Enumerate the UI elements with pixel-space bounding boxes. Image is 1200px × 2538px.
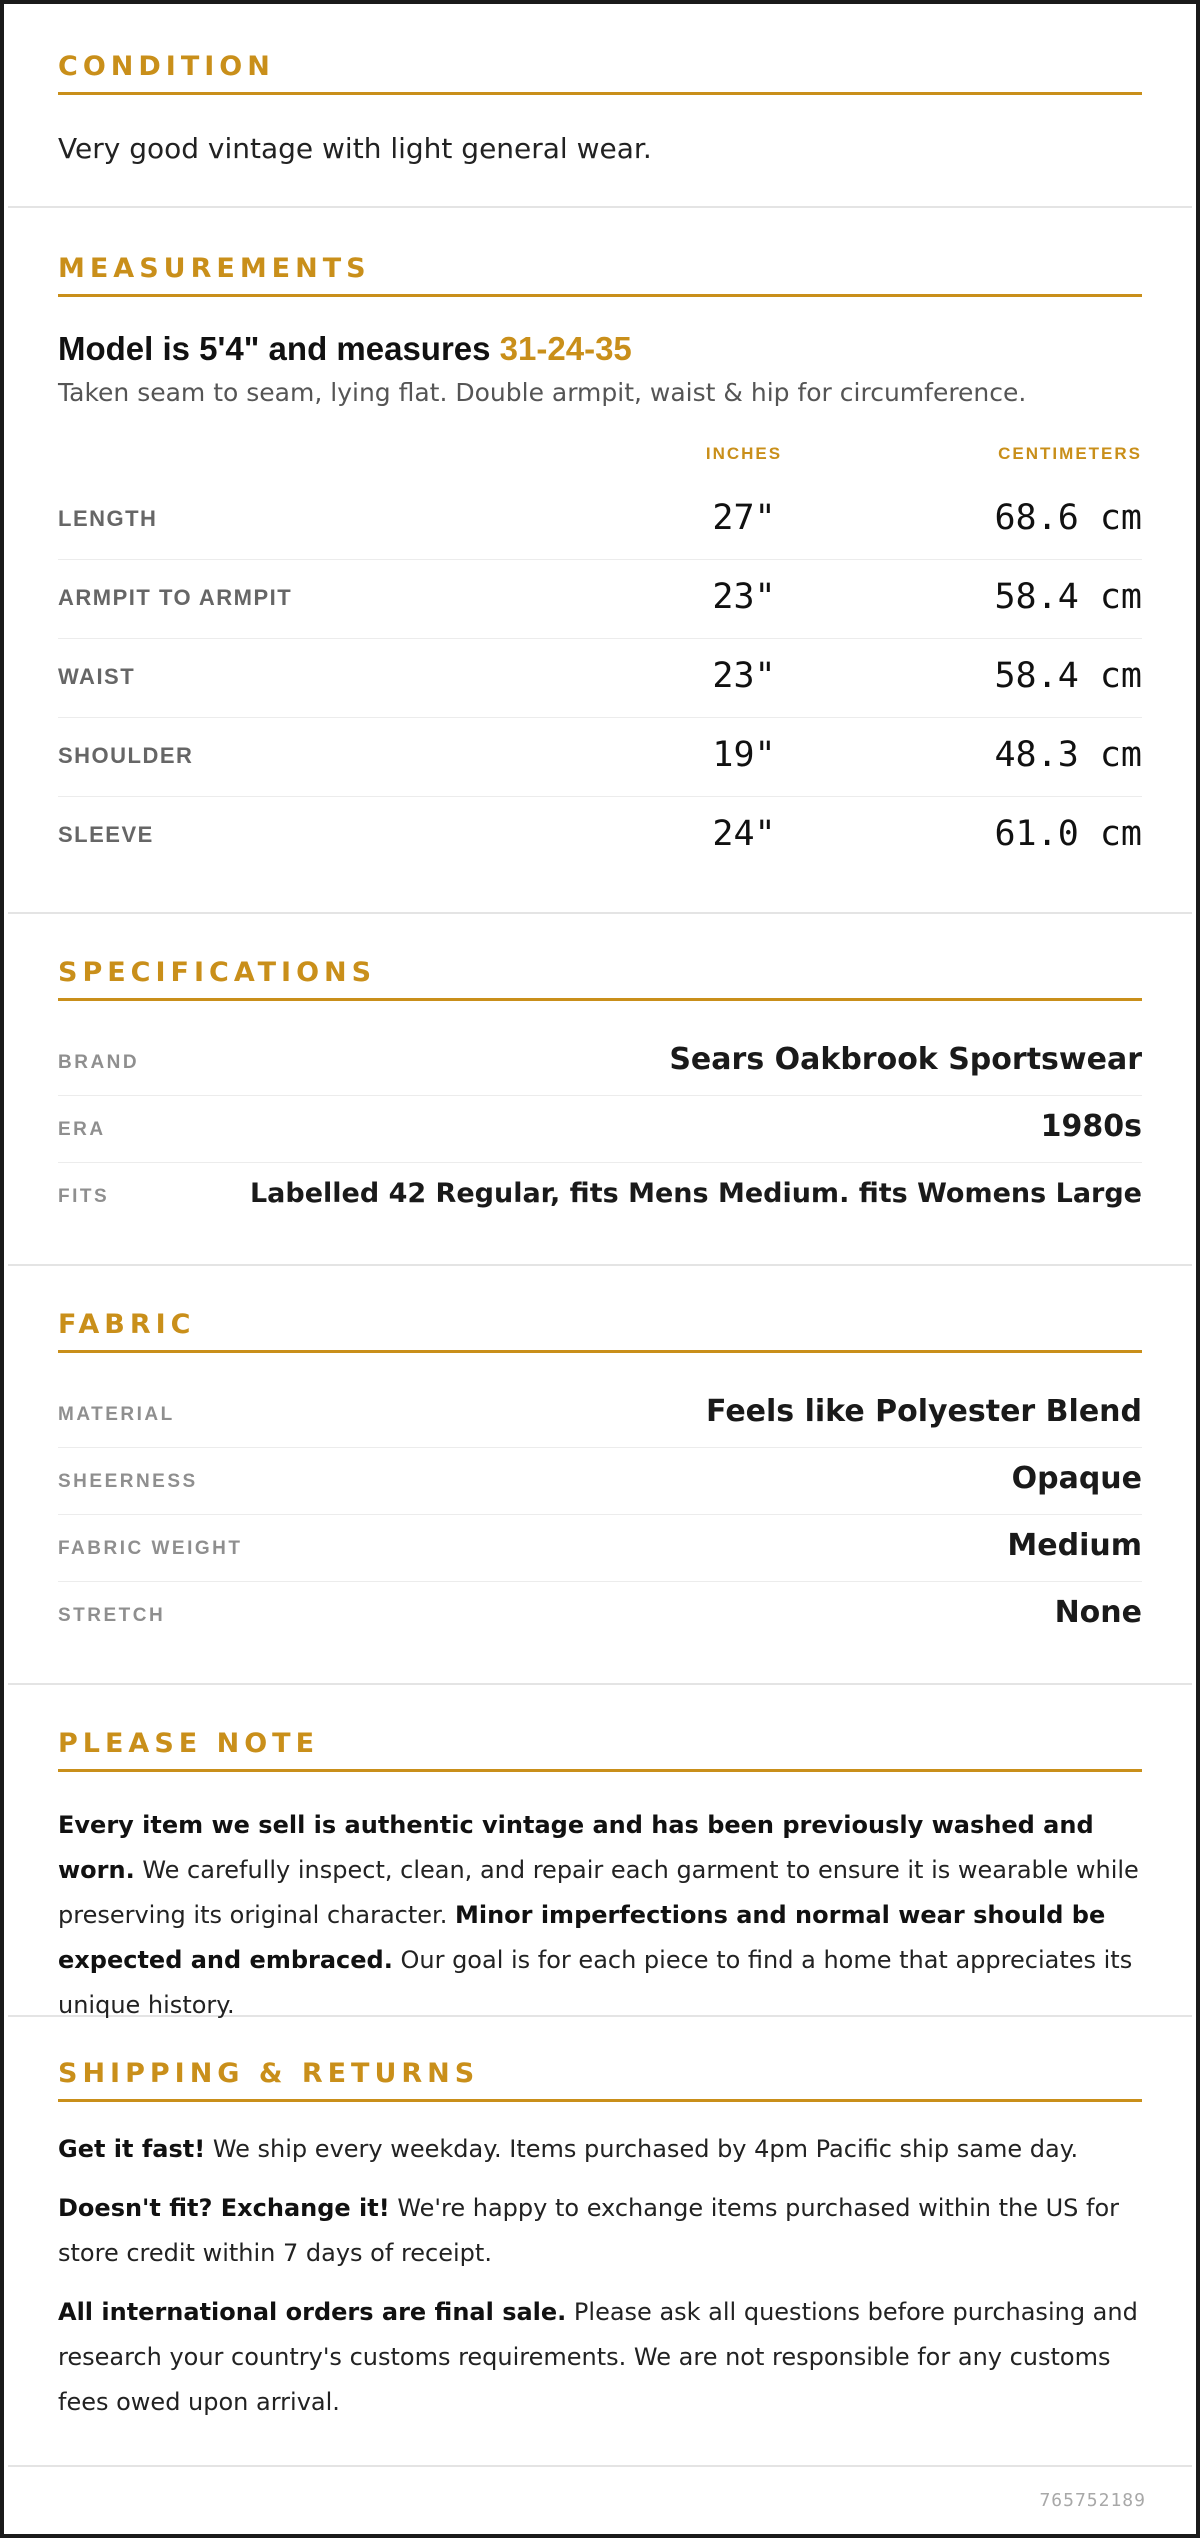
shipping-section: [8, 2017, 1192, 2467]
shipping-text-1: We ship every weekday. Items purchased by 4pm Pacific ship same day.: [205, 2135, 1079, 2163]
measurement-cm: 68.6 cm: [994, 498, 1142, 538]
column-header-centimeters: CENTIMETERS: [998, 444, 1142, 463]
fabric-label: STRETCH: [58, 1605, 166, 1626]
measurement-cm: 58.4 cm: [994, 656, 1142, 696]
measurement-label: SLEEVE: [58, 822, 154, 847]
model-heading: [58, 330, 632, 368]
spec-value: 1980s: [1040, 1109, 1142, 1144]
shipping-bold-2: Doesn't fit? Exchange it!: [58, 2194, 390, 2222]
condition-text: Very good vintage with light general wear.: [58, 132, 652, 165]
fabric-row-material: [58, 1380, 1142, 1448]
measurement-inches: 19": [712, 735, 776, 775]
shipping-title: SHIPPING & RETURNS: [58, 2059, 1142, 2102]
please-note-text-1: We carefully inspect, clean, and repair each garment to ensure it is wearable while preserving its original character.: [58, 1856, 1139, 1929]
spec-row-era: [58, 1095, 1142, 1163]
spec-value: Sears Oakbrook Sportswear: [669, 1042, 1142, 1077]
shipping-text-3: Please ask all questions before purchasing and research your country's customs requirements. We are not responsible for any customs fees owed upon arrival.: [58, 2298, 1138, 2416]
model-measures: 31-24-35: [499, 330, 632, 367]
measurements-title: MEASUREMENTS: [58, 254, 1142, 297]
shipping-text-2: We're happy to exchange items purchased within the US for store credit within 7 days of receipt.: [58, 2194, 1120, 2267]
measurements-subtitle: Taken seam to seam, lying flat. Double armpit, waist & hip for circumference.: [58, 378, 1027, 407]
measurement-inches: 24": [712, 814, 776, 854]
shipping-bold-3: All international orders are final sale.: [58, 2298, 567, 2326]
condition-section: [8, 4, 1192, 208]
measurement-inches: 23": [712, 577, 776, 617]
specifications-section: [8, 914, 1192, 1266]
measurement-label: LENGTH: [58, 506, 158, 531]
model-text: Model is 5'4" and measures: [58, 330, 500, 367]
please-note-title: PLEASE NOTE: [58, 1729, 1142, 1772]
measurement-cm: 48.3 cm: [994, 735, 1142, 775]
spec-label: FITS: [58, 1186, 110, 1207]
sku-number: 765752189: [1039, 2490, 1146, 2511]
measurements-section: [8, 208, 1192, 914]
measurement-row: [58, 638, 1142, 718]
measurement-inches: 27": [712, 498, 776, 538]
shipping-bold-1: Get it fast!: [58, 2135, 206, 2163]
shipping-paragraph-2: [58, 2186, 1142, 2276]
fabric-row-stretch: [58, 1581, 1142, 1648]
fabric-title: FABRIC: [58, 1310, 1142, 1353]
specifications-title: SPECIFICATIONS: [58, 958, 1142, 1001]
fabric-row-sheerness: [58, 1447, 1142, 1515]
column-header-inches: INCHES: [705, 444, 783, 463]
measurement-label: ARMPIT TO ARMPIT: [58, 585, 293, 610]
fabric-label: SHEERNESS: [58, 1471, 198, 1492]
please-note-bold-2: Minor imperfections and normal wear should be expected and embraced.: [58, 1901, 1106, 1974]
measurement-cm: 61.0 cm: [994, 814, 1142, 854]
please-note-text-2: Our goal is for each piece to find a home that appreciates its unique history.: [58, 1946, 1133, 2019]
shipping-paragraph-1: [58, 2127, 1142, 2172]
spec-row-fits: [58, 1162, 1142, 1229]
measurement-label: SHOULDER: [58, 743, 194, 768]
spec-label: BRAND: [58, 1052, 140, 1073]
fabric-row-weight: [58, 1514, 1142, 1582]
spec-value: Labelled 42 Regular, fits Mens Medium. fits Womens Large: [249, 1178, 1142, 1209]
measurement-row: [58, 480, 1142, 560]
fabric-label: MATERIAL: [58, 1404, 175, 1425]
fabric-value: Feels like Polyester Blend: [706, 1394, 1142, 1429]
measurement-row: [58, 559, 1142, 639]
fabric-label: FABRIC WEIGHT: [58, 1538, 243, 1559]
measurement-inches: 23": [712, 656, 776, 696]
measurement-cm: 58.4 cm: [994, 577, 1142, 617]
spec-label: ERA: [58, 1119, 106, 1140]
fabric-value: Opaque: [1011, 1461, 1142, 1496]
measurement-label: WAIST: [58, 664, 136, 689]
fabric-value: Medium: [1007, 1528, 1142, 1563]
please-note-bold-1: Every item we sell is authentic vintage and has been previously washed and worn.: [58, 1811, 1094, 1884]
fabric-section: [8, 1266, 1192, 1685]
measurement-row: [58, 796, 1142, 875]
shipping-paragraph-3: [58, 2290, 1142, 2425]
condition-title: CONDITION: [58, 52, 1142, 95]
spec-row-brand: [58, 1028, 1142, 1096]
measurement-row: [58, 717, 1142, 797]
please-note-text: [58, 1803, 1142, 2028]
please-note-section: [8, 1685, 1192, 2017]
fabric-value: None: [1054, 1595, 1142, 1630]
